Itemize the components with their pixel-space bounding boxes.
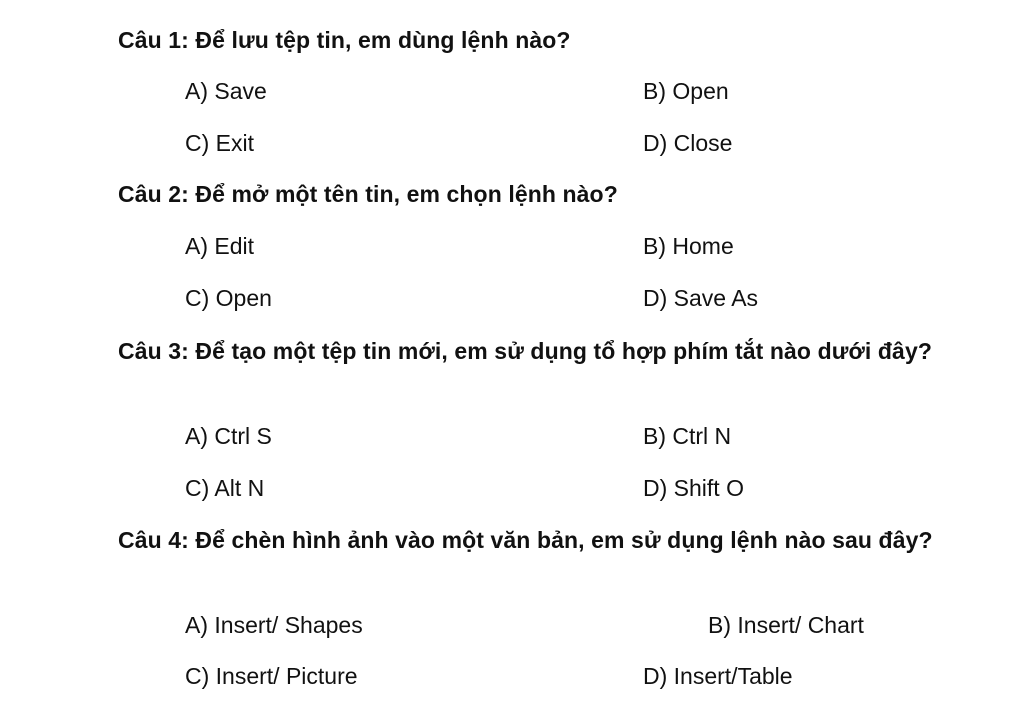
question-3-option-b: B) Ctrl N (643, 423, 732, 449)
question-4-option-c: C) Insert/ Picture (185, 663, 358, 689)
question-4-option-d: D) Insert/Table (643, 663, 793, 689)
question-1-text: Câu 1: Để lưu tệp tin, em dùng lệnh nào? (118, 27, 571, 53)
question-1-option-d: D) Close (643, 130, 733, 156)
question-3-text: Câu 3: Để tạo một tệp tin mới, em sử dụng tổ hợp phím tắt nào dưới đây? (118, 338, 932, 364)
question-3-option-d: D) Shift O (643, 475, 744, 501)
question-4-option-a: A) Insert/ Shapes (185, 612, 363, 638)
question-2-text: Câu 2: Để mở một tên tin, em chọn lệnh nào? (118, 181, 618, 207)
question-3-option-a: A) Ctrl S (185, 423, 272, 449)
question-2-option-a: A) Edit (185, 233, 255, 259)
question-1-option-a: A) Save (185, 78, 267, 104)
question-2-option-d: D) Save As (643, 285, 759, 311)
question-1-option-b: B) Open (643, 78, 729, 104)
question-3-option-c: C) Alt N (185, 475, 265, 501)
question-2-option-b: B) Home (643, 233, 734, 259)
question-2-option-c: C) Open (185, 285, 272, 311)
question-4-option-b: B) Insert/ Chart (708, 612, 864, 638)
question-4-text: Câu 4: Để chèn hình ảnh vào một văn bản, em sử dụng lệnh nào sau đây? (118, 527, 933, 553)
question-1-option-c: C) Exit (185, 130, 254, 156)
